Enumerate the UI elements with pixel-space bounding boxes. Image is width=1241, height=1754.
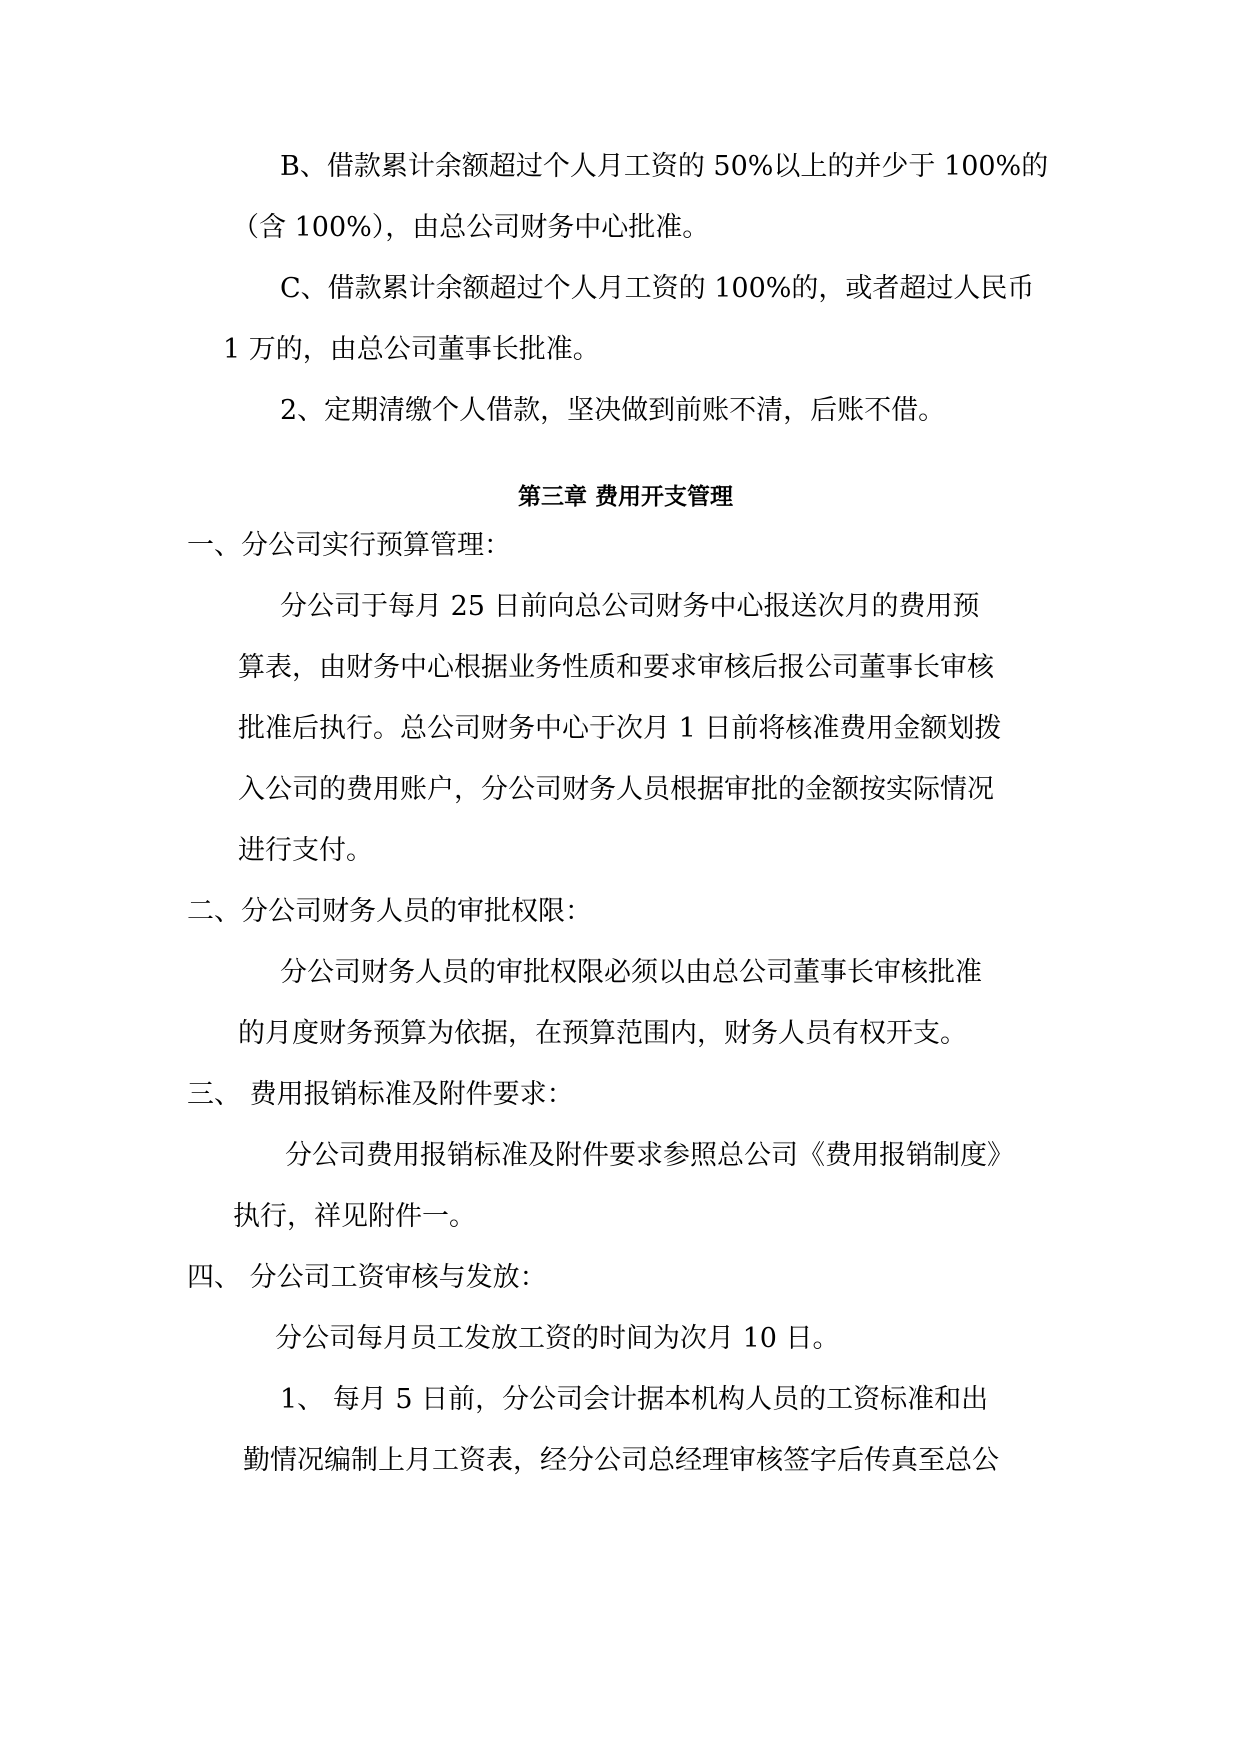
section-heading: 一、分公司实行预算管理： xyxy=(187,530,511,561)
paragraph-line: 的月度财务预算为依据，在预算范围内，财务人员有权开支。 xyxy=(238,1018,967,1049)
paragraph-line: 分公司财务人员的审批权限必须以由总公司董事长审核批准 xyxy=(280,957,982,988)
paragraph-line: 1 万的，由总公司董事长批准。 xyxy=(223,334,600,365)
paragraph-line: 执行，祥见附件一。 xyxy=(233,1201,476,1232)
chapter-heading: 第三章 费用开支管理 xyxy=(518,484,734,510)
paragraph-line: （含 100%），由总公司财务中心批准。 xyxy=(232,212,710,243)
section-heading: 三、 费用报销标准及附件要求： xyxy=(187,1079,574,1110)
paragraph-line: 分公司每月员工发放工资的时间为次月 10 日。 xyxy=(275,1323,840,1354)
section-heading: 四、 分公司工资审核与发放： xyxy=(187,1262,547,1293)
paragraph-line: 进行支付。 xyxy=(238,835,373,866)
paragraph-line: 批准后执行。总公司财务中心于次月 1 日前将核准费用金额划拨 xyxy=(238,713,1002,744)
paragraph-line: 算表，由财务中心根据业务性质和要求审核后报公司董事长审核 xyxy=(238,652,994,683)
paragraph-line: 2、定期清缴个人借款，坚决做到前账不清，后账不借。 xyxy=(280,395,946,426)
paragraph-line: 勤情况编制上月工资表，经分公司总经理审核签字后传真至总公 xyxy=(243,1445,999,1476)
paragraph-line: C、借款累计余额超过个人月工资的 100%的，或者超过人民币 xyxy=(280,273,1035,304)
paragraph-line: 分公司费用报销标准及附件要求参照总公司《费用报销制度》 xyxy=(285,1140,1014,1171)
paragraph-line: 分公司于每月 25 日前向总公司财务中心报送次月的费用预 xyxy=(280,591,980,622)
paragraph-line: 入公司的费用账户，分公司财务人员根据审批的金额按实际情况 xyxy=(238,774,994,805)
section-heading: 二、分公司财务人员的审批权限： xyxy=(187,896,592,927)
paragraph-line: B、借款累计余额超过个人月工资的 50%以上的并少于 100%的 xyxy=(280,151,1049,182)
paragraph-line: 1、 每月 5 日前，分公司会计据本机构人员的工资标准和出 xyxy=(280,1384,989,1415)
